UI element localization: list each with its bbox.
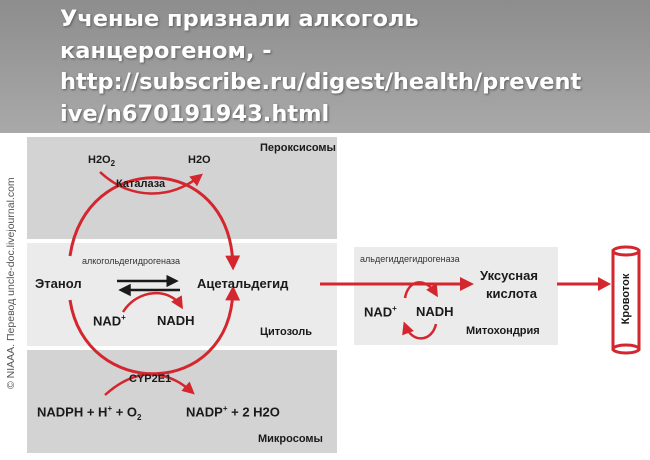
acetic-acid-line-2: кислота xyxy=(486,286,538,301)
title-line-4: ive/n670191943.html xyxy=(60,100,330,127)
aldh-label: альдегиддегидрогеназа xyxy=(360,254,460,264)
mitochondria-label: Митохондрия xyxy=(466,325,540,337)
nad-mito-label: NAD+ xyxy=(364,304,397,320)
nadh-mito-label: NADH xyxy=(416,304,454,319)
nad-cyt-curve xyxy=(123,293,181,312)
nadp-equation: NADP+ + 2 H2O xyxy=(186,404,280,420)
catalase-label: Каталаза xyxy=(116,178,166,190)
acetaldehyde-label: Ацетальдегид xyxy=(197,276,289,291)
nadh-cytosol-label: NADH xyxy=(157,313,195,328)
peroxisomes-label: Пероксисомы xyxy=(260,142,336,154)
microsomes-label: Микросомы xyxy=(258,433,323,445)
title-line-3: http://subscribe.ru/digest/health/prevent xyxy=(60,69,582,95)
to-blood-head xyxy=(598,277,611,291)
h2o-label: H2O xyxy=(188,154,211,166)
nad-cytosol-label: NAD+ xyxy=(93,313,126,329)
mito-cycle-bottom xyxy=(405,324,436,338)
credit-text: © NIAAA. Перевод uncle-doc.livejournal.com xyxy=(5,177,17,389)
to-acid-head xyxy=(460,277,474,291)
cyp2e1-label: CYP2E1 xyxy=(129,373,172,385)
adh-label: алкогольдегидрогеназа xyxy=(82,256,181,266)
catalase-arc xyxy=(70,178,233,266)
cytosol-label: Цитозоль xyxy=(260,326,313,338)
ethanol-label: Этанол xyxy=(35,276,82,291)
cyp2e1-arc xyxy=(70,290,233,374)
title-line-1: Ученые признали алкоголь xyxy=(60,6,419,32)
acetic-acid-line-1: Уксусная xyxy=(480,268,538,283)
nadph-equation: NADPH + $H^+ + O_2$ xyxy=(37,404,142,422)
h2o2-label: $H2O_2$ xyxy=(88,154,116,169)
title-line-2: канцерогеном, - xyxy=(60,37,272,64)
bloodstream-label: Кровоток xyxy=(620,273,632,325)
